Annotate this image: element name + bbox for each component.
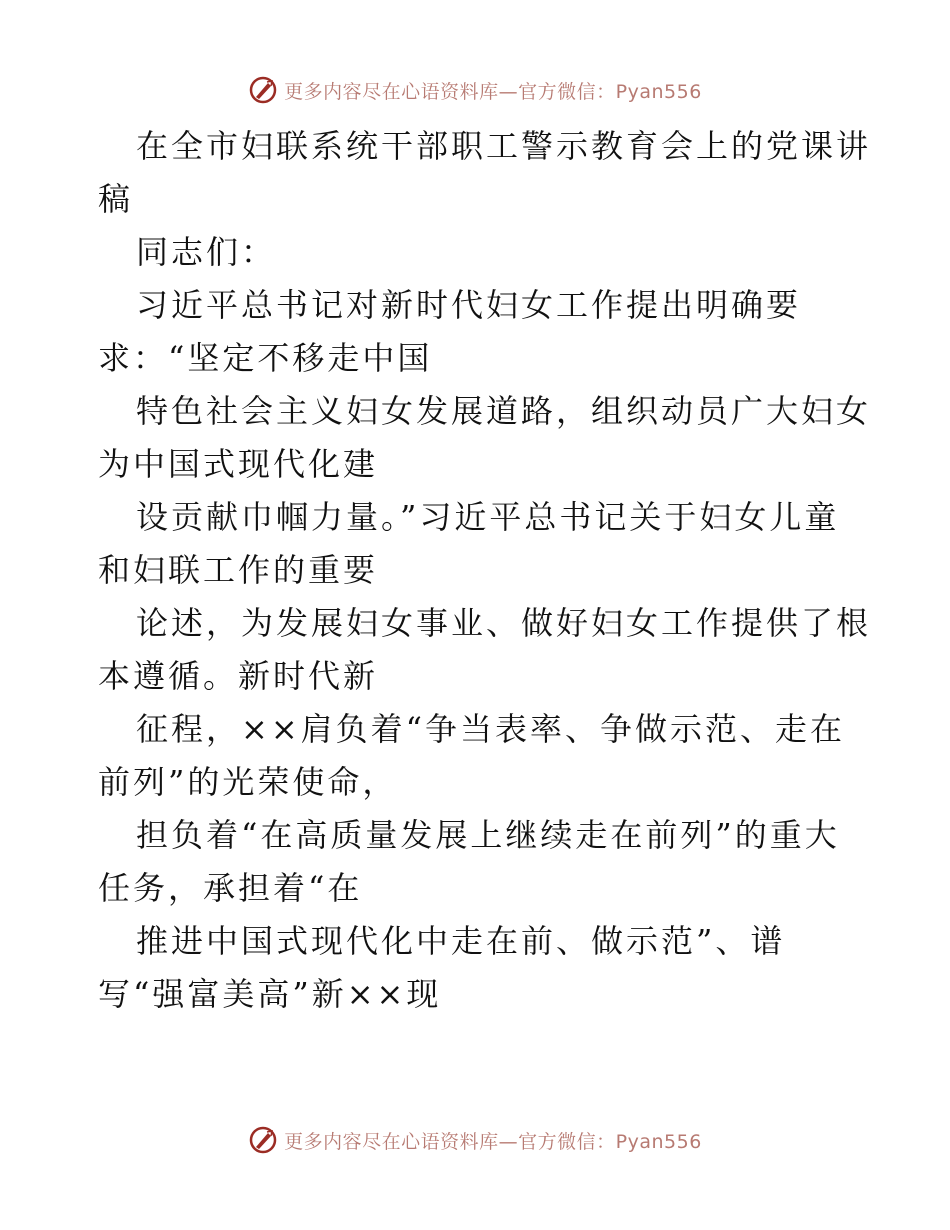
paragraph-line: 任务，承担着“在 (98, 869, 363, 907)
paragraph-line: 设贡献巾帼力量。”习近平总书记关于妇女儿童 (136, 498, 840, 536)
salutation: 同志们： (136, 233, 277, 271)
paragraph-line: 为中国式现代化建 (98, 445, 379, 483)
paragraph-line: 担负着“在高质量发展上继续走在前列”的重大 (136, 816, 840, 854)
title-line-1: 在全市妇联系统干部职工警示教育会上的党课讲 (136, 127, 872, 165)
paragraph-line: 征程，××肩负着“争当表率、争做示范、走在 (136, 710, 845, 748)
footer-watermark-text: 更多内容尽在心语资料库—官方微信：Pyan556 (284, 1130, 702, 1153)
header-watermark-banner (0, 70, 950, 110)
paragraph-line: 求：“坚定不移走中国 (98, 339, 433, 377)
paragraph-line: 特色社会主义妇女发展道路，组织动员广大妇女 (136, 392, 872, 430)
paragraph-line: 推进中国式现代化中走在前、做示范”、谱 (136, 922, 786, 960)
paragraph-line: 前列”的光荣使命， (98, 763, 398, 801)
quill-logo-icon (248, 75, 278, 105)
paragraph-line: 写“强富美高”新××现 (98, 975, 442, 1013)
paragraph-line: 和妇联工作的重要 (98, 551, 379, 589)
document-body (98, 120, 872, 1021)
header-watermark-text: 更多内容尽在心语资料库—官方微信：Pyan556 (284, 80, 702, 103)
title-line-2: 稿 (98, 180, 134, 218)
quill-logo-icon (248, 1125, 278, 1155)
paragraph-line: 习近平总书记对新时代妇女工作提出明确要 (136, 286, 802, 324)
paragraph-line: 论述，为发展妇女事业、做好妇女工作提供了根 (136, 604, 872, 642)
paragraph-line: 本遵循。新时代新 (98, 657, 379, 695)
footer-watermark-banner (0, 1120, 950, 1160)
